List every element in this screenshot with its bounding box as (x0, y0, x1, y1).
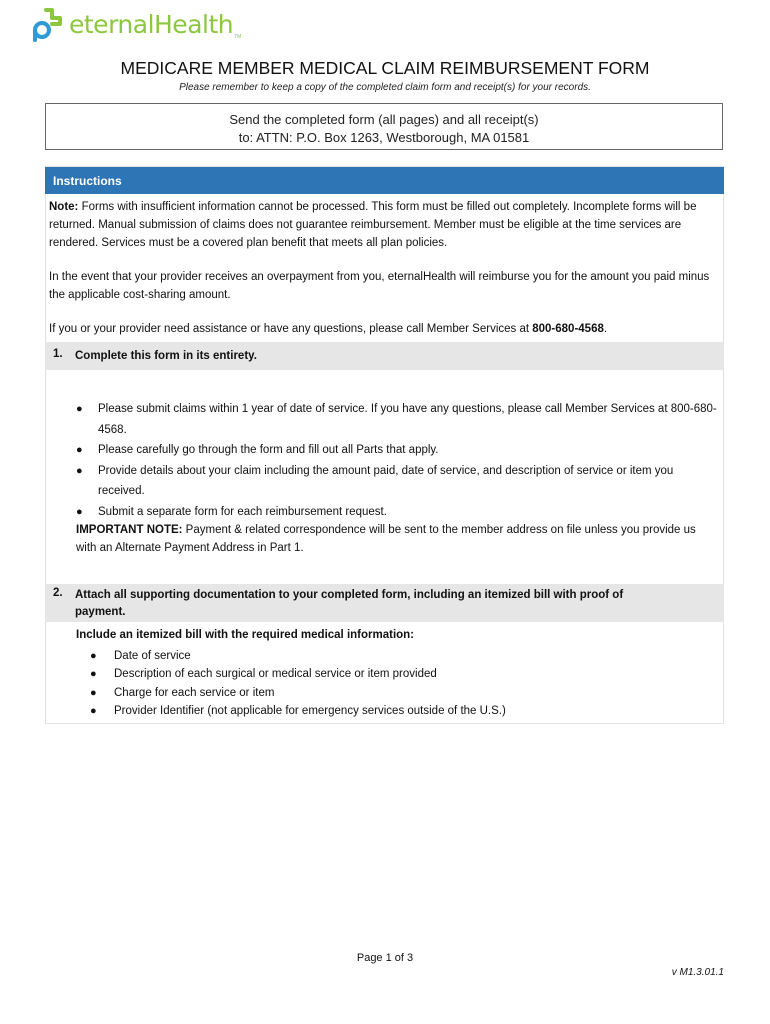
bullet-icon: ● (90, 650, 97, 662)
assistance-end: . (603, 323, 608, 335)
note-text: Forms with insufficient information cannot be processed. This form must be filled out completely. Incomplete forms will be returned. Manual submission of claims does not guarantee reimbursement. Member must be eligible at the time services are rendered. Services must be a covered plan benefit that meets all plan policies. (49, 201, 697, 249)
important-note-text: Payment & related correspondence will be sent to the member address on file unless you provide us with an Alternate Payment Address in Part 1. (76, 524, 696, 554)
important-note-label: IMPORTANT NOTE: (76, 524, 183, 536)
bullet-icon: ● (76, 464, 83, 477)
section-1-list (76, 399, 722, 522)
page-number: Page 1 of 3 (356, 952, 414, 964)
bullet-icon: ● (90, 668, 97, 681)
form-version: v M1.3.01.1 (671, 967, 724, 978)
section-2-number: 2. (53, 587, 63, 599)
list-item: ● Charge for each service or item (90, 684, 710, 702)
itemized-bill-heading: Include an itemized bill with the required medical information: (76, 629, 415, 641)
note-label: Note: (49, 201, 79, 213)
bullet-icon: ● (90, 686, 97, 699)
form-title: MEDICARE MEMBER MEDICAL CLAIM REIMBURSEMENT FORM (120, 58, 650, 78)
mailing-address-box (45, 103, 723, 150)
brand-name: eternalHealth (69, 9, 234, 39)
bullet-icon: ● (76, 444, 83, 456)
assistance-paragraph (49, 320, 721, 338)
brand-trademark: TM (234, 34, 242, 40)
list-item: ● Date of service (90, 647, 710, 665)
bullet-icon: ● (90, 704, 97, 717)
important-note (76, 521, 716, 557)
list-item: ● Please carefully go through the form and fill out all Parts that apply. (76, 440, 722, 461)
instructions-header: Instructions (45, 167, 724, 194)
send-line-1: Send the completed form (all pages) and all receipt(s) (229, 112, 539, 127)
list-item: ● Description of each surgical or medical service or item provided (90, 665, 710, 683)
section-1-number: 1. (53, 348, 63, 360)
member-services-phone: 800-680-4568 (532, 323, 604, 335)
list-item: ● Provider Identifier (not applicable for emergency services outside of the U.S.) (90, 702, 710, 720)
eternalhealth-logo-icon (30, 6, 66, 42)
section-2-title: Attach all supporting documentation to your completed form, including an itemized bill with proof of payment. (75, 589, 624, 618)
list-item: ● Provide details about your claim including the amount paid, date of service, and description of service or item you received. (76, 461, 722, 502)
list-item: ● Please submit claims within 1 year of date of service. If you have any questions, please call Member Services at 800-680-4568. (76, 399, 722, 440)
overpayment-paragraph: In the event that your provider receives an overpayment from you, eternalHealth will reimburse you for the amount you paid minus the applicable cost-sharing amount. (49, 271, 710, 301)
form-subtitle: Please remember to keep a copy of the completed claim form and receipt(s) for your records. (179, 82, 591, 93)
list-item: ● Submit a separate form for each reimbursement request. (76, 502, 722, 523)
section-1-title: Complete this form in its entirety. (75, 350, 257, 362)
send-line-2: to: ATTN: P.O. Box 1263, Westborough, MA 01581 (238, 130, 530, 145)
assistance-text: If you or your provider need assistance or have any questions, please call Member Services at (49, 323, 533, 335)
brand-logo (30, 6, 241, 42)
note-paragraph (49, 198, 721, 252)
bullet-icon: ● (76, 403, 83, 415)
section-2-header (45, 584, 724, 622)
bullet-icon: ● (76, 505, 83, 518)
section-2-list (90, 647, 710, 720)
section-1-header (45, 342, 724, 370)
